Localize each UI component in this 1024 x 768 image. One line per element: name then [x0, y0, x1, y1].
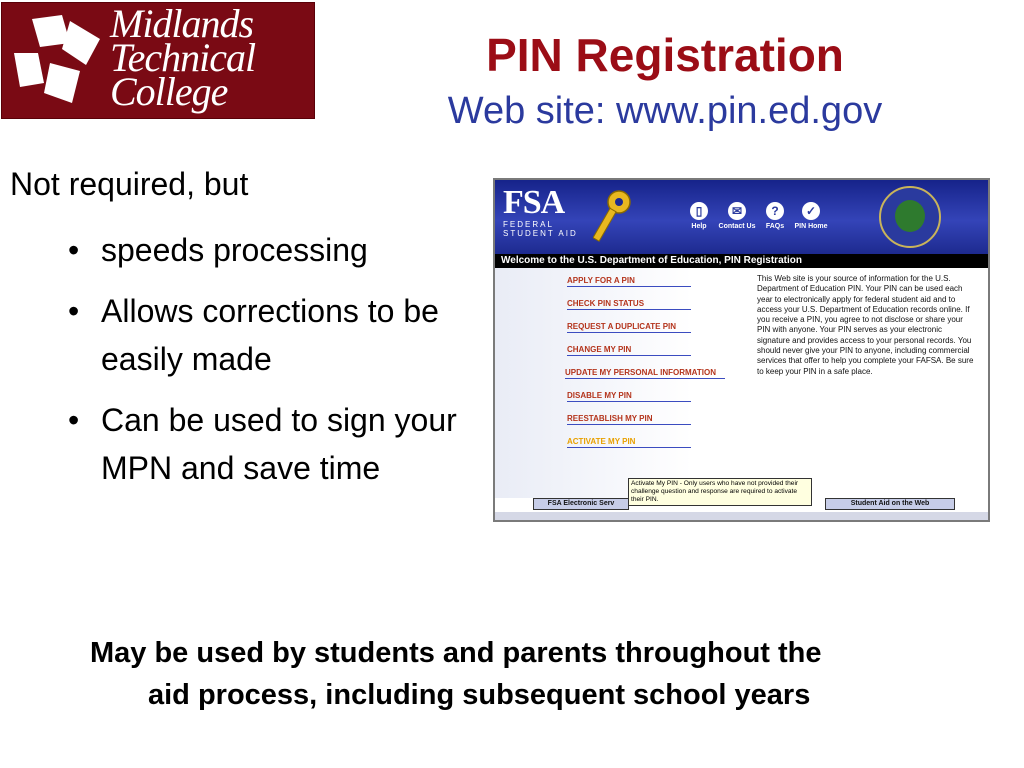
bottom-note: [90, 632, 970, 716]
bullet-list: [68, 226, 478, 505]
pin-website-screenshot: [493, 178, 990, 522]
slide-title: PIN Registration: [486, 29, 844, 81]
pin-menu: [567, 276, 725, 460]
bottom-note-line1: May be used by students and parents throughout the: [90, 637, 822, 669]
pin-info-text: This Web site is your source of information for the U.S. Department of Education PIN. Your PIN can be used each year to electronically apply for federal student aid and to access your U.S. Department of Education records online. If you receive a PIN, you agree to not disclose or share your PIN with anyone. Your PIN serves as your electronic signature and provides access to your personal records. You should never give your PIN to anyone, including commercial services that offer to help you complete your FAFSA. Be sure to keep your PIN in a safe place.: [757, 274, 974, 376]
contact-us-button[interactable]: ✉ Contact Us: [718, 204, 756, 230]
activate-pin-tooltip: Activate My PIN - Only users who have not provided their challenge question and response are required to activate their PIN.: [628, 478, 812, 506]
pin-home-icon: ✓: [802, 202, 820, 220]
menu-activate-my-pin[interactable]: ACTIVATE MY PIN: [567, 437, 691, 448]
bullet-item: • Allows corrections to be easily made: [68, 287, 478, 383]
question-icon: ?: [766, 202, 784, 220]
help-icon: ▯: [690, 202, 708, 220]
slide-subtitle: Web site: www.pin.ed.gov: [447, 90, 883, 132]
mail-icon: ✉: [728, 202, 746, 220]
bullet-item: • Can be used to sign your MPN and save time: [68, 396, 478, 492]
site-body: [495, 268, 988, 498]
menu-check-pin-status[interactable]: CHECK PIN STATUS: [567, 299, 691, 310]
college-name: Midlands Technical College: [110, 1, 256, 114]
department-seal-icon: [879, 186, 941, 248]
menu-disable-my-pin[interactable]: DISABLE MY PIN: [567, 391, 691, 402]
menu-reestablish-my-pin[interactable]: REESTABLISH MY PIN: [567, 414, 691, 425]
faqs-button[interactable]: ? FAQs: [765, 204, 785, 230]
fsa-electronic-services-button[interactable]: FSA Electronic Serv: [533, 498, 629, 510]
site-header: [495, 180, 988, 254]
menu-apply-for-a-pin[interactable]: APPLY FOR A PIN: [567, 276, 691, 287]
menu-change-my-pin[interactable]: CHANGE MY PIN: [567, 345, 691, 356]
help-button[interactable]: ▯ Help: [691, 204, 707, 230]
student-aid-on-the-web-button[interactable]: Student Aid on the Web: [825, 498, 955, 510]
star-logo-icon: [10, 13, 104, 109]
welcome-bar: Welcome to the U.S. Department of Education, PIN Registration: [495, 254, 988, 268]
bottom-note-line2: aid process, including subsequent school years: [148, 679, 811, 711]
key-icon: [593, 188, 633, 244]
menu-update-personal-information[interactable]: UPDATE MY PERSONAL INFORMATION: [565, 368, 725, 379]
intro-text: Not required, but: [10, 166, 249, 202]
pin-home-button[interactable]: ✓ PIN Home: [794, 204, 828, 230]
college-logo: [1, 2, 315, 119]
bullet-item: • speeds processing: [68, 226, 478, 274]
menu-request-duplicate-pin[interactable]: REQUEST A DUPLICATE PIN: [567, 322, 691, 333]
site-footer-strip: [495, 512, 988, 520]
fsa-logo: FSA FEDERAL STUDENT AID: [503, 184, 578, 238]
